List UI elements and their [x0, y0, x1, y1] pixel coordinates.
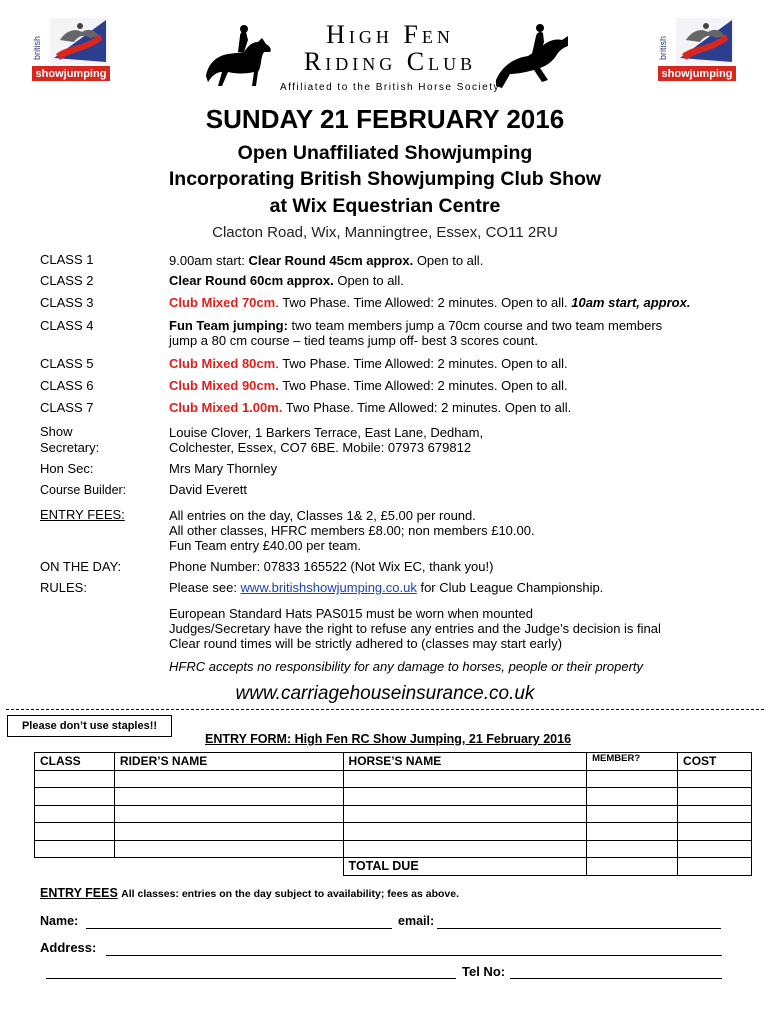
- logo-right-word1: british: [658, 35, 668, 60]
- rider-cell[interactable]: [114, 788, 343, 806]
- club-name-line2: Riding Club: [303, 47, 477, 76]
- event-address: Clacton Road, Wix, Manningtree, Essex, CO11 2RU: [212, 224, 558, 241]
- class-4-rest: two team members jump a 70cm course and two team members: [287, 318, 663, 333]
- col-class-header: CLASS: [35, 753, 115, 771]
- rules-line4: Clear round times will be strictly adhered to (classes may start early): [169, 636, 563, 651]
- class-7-rest: Two Phase. Time Allowed: 2 minutes. Open to all.: [282, 400, 572, 415]
- event-date: SUNDAY 21 FEBRUARY 2016: [205, 104, 565, 134]
- class-7-text: [169, 400, 571, 415]
- total-row: [35, 858, 752, 876]
- address-label: Address:: [40, 940, 97, 955]
- entry-table: [34, 752, 752, 876]
- table-row: [35, 770, 752, 788]
- class-2-text: [169, 273, 404, 288]
- british-showjumping-logo-left: [30, 14, 107, 80]
- class-6-label: CLASS 6: [40, 378, 94, 393]
- fees-line3: Fun Team entry £40.00 per team.: [169, 538, 361, 553]
- member-cell[interactable]: [587, 770, 678, 788]
- bs-website-link[interactable]: www.britishshowjumping.co.uk: [240, 580, 417, 595]
- logo-right-word2: showjumping: [661, 68, 733, 80]
- entry-fees-label: ENTRY FEES:: [40, 507, 125, 522]
- rules-label: RULES:: [40, 580, 87, 595]
- staples-notice: Please don’t use staples!!: [7, 715, 172, 737]
- on-the-day-label: ON THE DAY:: [40, 559, 122, 574]
- entry-form-title: ENTRY FORM: High Fen RC Show Jumping, 21 February 2016: [205, 732, 572, 746]
- cost-cell[interactable]: [678, 823, 752, 841]
- horse-rider-left-icon: [206, 25, 271, 86]
- sponsor-url[interactable]: www.carriagehouseinsurance.co.uk: [235, 683, 535, 704]
- col-rider-header: RIDER’S NAME: [114, 753, 343, 771]
- rules-line3: Judges/Secretary have the right to refuse any entries and the Judge’s decision is final: [169, 621, 661, 636]
- name-label: Name:: [40, 914, 79, 928]
- course-builder-name: David Everett: [169, 482, 248, 497]
- cut-line: [6, 709, 764, 710]
- table-row: [35, 840, 752, 858]
- class-1-label: CLASS 1: [40, 252, 94, 267]
- logo-left-word2: showjumping: [35, 68, 107, 80]
- cost-cell[interactable]: [678, 788, 752, 806]
- rider-cell[interactable]: [114, 823, 343, 841]
- cost-cell[interactable]: [678, 840, 752, 858]
- class-5-name: Club Mixed 80cm: [169, 356, 276, 371]
- total-cost-cell[interactable]: [678, 858, 752, 876]
- class-4-name: Fun Team jumping:: [169, 318, 288, 333]
- affiliation-text: Affiliated to the British Horse Society: [279, 82, 501, 93]
- table-header-row: [35, 753, 752, 771]
- horse-cell[interactable]: [343, 788, 587, 806]
- event-title-line1: Open Unaffiliated Showjumping: [237, 142, 533, 164]
- rules-disclaimer: HFRC accepts no responsibility for any damage to horses, people or their property: [169, 659, 644, 674]
- blank-cell: [114, 858, 343, 876]
- class-6-name: Club Mixed 90cm.: [169, 378, 279, 393]
- class-5-text: [169, 356, 568, 371]
- class-3-rest: . Two Phase. Time Allowed: 2 minutes. Open to all.: [275, 295, 572, 310]
- tel-field[interactable]: [510, 978, 722, 979]
- tel-label: Tel No:: [462, 964, 506, 979]
- form-fees-note: [40, 886, 459, 900]
- col-member-header: MEMBER?: [587, 753, 678, 771]
- secretary-label-2: Secretary:: [40, 440, 100, 455]
- class-1-rest: Open to all.: [413, 253, 484, 268]
- class-7-name: Club Mixed 1.00m.: [169, 400, 283, 415]
- class-6-text: [169, 378, 568, 393]
- col-cost-header: COST: [678, 753, 752, 771]
- class-3-start: 10am start, approx.: [571, 295, 691, 310]
- club-name-line1: High Fen: [326, 20, 454, 49]
- event-title-line2: Incorporating British Showjumping Club Show: [168, 168, 602, 190]
- class-2-label: CLASS 2: [40, 273, 94, 288]
- fees-line1: All entries on the day, Classes 1& 2, £5.00 per round.: [169, 508, 476, 523]
- address-field-line2[interactable]: [46, 978, 456, 979]
- member-cell[interactable]: [587, 840, 678, 858]
- cost-cell[interactable]: [678, 805, 752, 823]
- form-fees-label: ENTRY FEES: [40, 886, 118, 900]
- class-4-label: CLASS 4: [40, 318, 94, 333]
- class-6-rest: Two Phase. Time Allowed: 2 minutes. Open to all.: [278, 378, 568, 393]
- course-builder-label: Course Builder:: [40, 483, 127, 497]
- hon-sec-label: Hon Sec:: [40, 461, 94, 476]
- secretary-label-1: Show: [40, 424, 73, 439]
- british-showjumping-logo-right: [656, 14, 733, 80]
- rules-pre: Please see:: [169, 580, 241, 595]
- horse-cell[interactable]: [343, 823, 587, 841]
- class-2-name: Clear Round 60cm approx.: [169, 273, 334, 288]
- class-3-label: CLASS 3: [40, 295, 94, 310]
- address-field-line1[interactable]: [106, 955, 722, 956]
- class-5-label: CLASS 5: [40, 356, 94, 371]
- horse-cell[interactable]: [343, 840, 587, 858]
- horse-cell[interactable]: [343, 770, 587, 788]
- blank-cell: [35, 858, 115, 876]
- rider-cell[interactable]: [114, 805, 343, 823]
- class-cell[interactable]: [35, 823, 115, 841]
- member-cell[interactable]: [587, 805, 678, 823]
- cost-cell[interactable]: [678, 770, 752, 788]
- rider-cell[interactable]: [114, 770, 343, 788]
- class-2-rest: Open to all.: [333, 273, 404, 288]
- member-cell[interactable]: [587, 788, 678, 806]
- rules-line2: European Standard Hats PAS015 must be worn when mounted: [169, 606, 533, 621]
- logo-left-word1: british: [32, 35, 42, 60]
- col-horse-header: HORSE’S NAME: [343, 753, 587, 771]
- email-field[interactable]: [437, 928, 721, 929]
- total-due-label: TOTAL DUE: [343, 858, 587, 876]
- member-cell[interactable]: [587, 823, 678, 841]
- class-cell[interactable]: [35, 770, 115, 788]
- class-4-line2: jump a 80 cm course – tied teams jump off- best 3 scores count.: [169, 333, 538, 348]
- class-1-pre: 9.00am start:: [169, 253, 249, 268]
- fees-line2: All other classes, HFRC members £8.00; non members £10.00.: [169, 523, 535, 538]
- hon-sec-name: Mrs Mary Thornley: [169, 461, 278, 476]
- class-1-name: Clear Round 45cm approx.: [248, 253, 414, 268]
- table-row: [35, 805, 752, 823]
- class-7-label: CLASS 7: [40, 400, 94, 415]
- form-fees-text: All classes: entries on the day subject to availability; fees as above.: [121, 888, 460, 900]
- on-the-day-text: Phone Number: 07833 165522 (Not Wix EC, thank you!): [169, 559, 494, 574]
- class-cell[interactable]: [35, 805, 115, 823]
- secretary-line1: Louise Clover, 1 Barkers Terrace, East Lane, Dedham,: [169, 425, 484, 440]
- class-cell[interactable]: [35, 788, 115, 806]
- event-title-line3: at Wix Equestrian Centre: [269, 195, 501, 217]
- secretary-line2: Colchester, Essex, CO7 6BE. Mobile: 07973 679812: [169, 440, 472, 455]
- rules-line1: [169, 580, 603, 595]
- class-5-rest: . Two Phase. Time Allowed: 2 minutes. Open to all.: [275, 356, 568, 371]
- class-cell[interactable]: [35, 840, 115, 858]
- table-row: [35, 788, 752, 806]
- class-3-text: [169, 295, 690, 310]
- total-member-cell: [587, 858, 678, 876]
- table-row: [35, 823, 752, 841]
- name-field[interactable]: [86, 928, 392, 929]
- class-1-text: [169, 253, 483, 268]
- class-3-name: Club Mixed 70cm: [169, 295, 276, 310]
- horse-cell[interactable]: [343, 805, 587, 823]
- rider-cell[interactable]: [114, 840, 343, 858]
- email-label: email:: [398, 914, 435, 928]
- rules-post: for Club League Championship.: [416, 580, 604, 595]
- class-4-text: [169, 318, 662, 333]
